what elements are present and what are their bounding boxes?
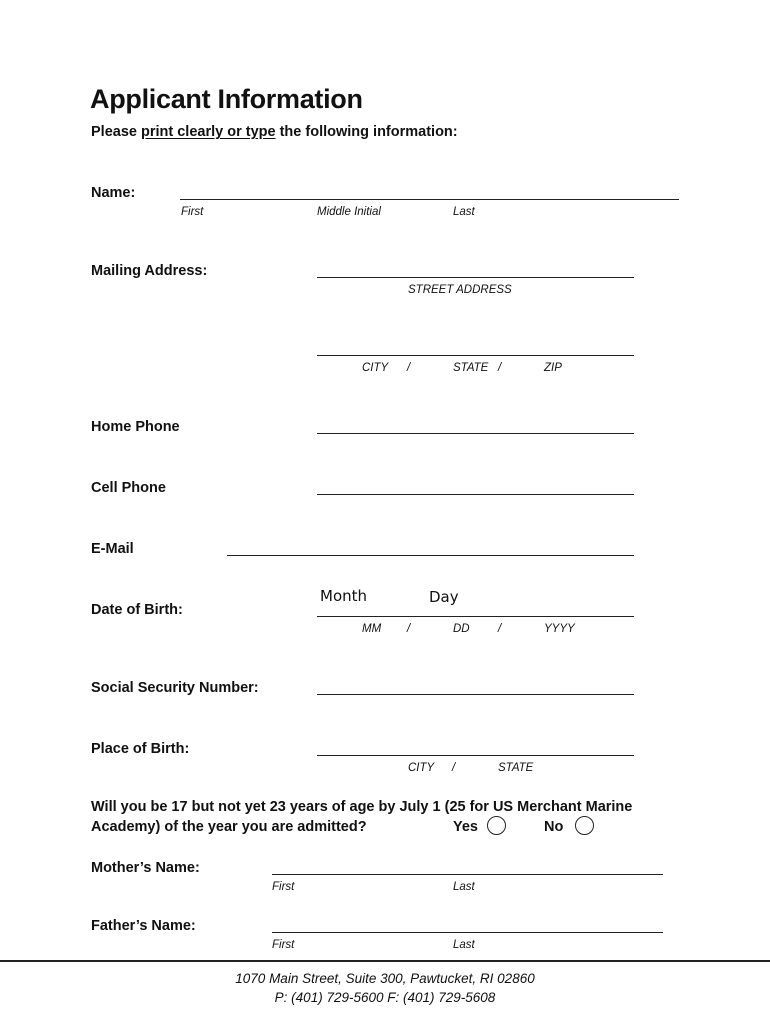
name-middle-hint: Middle Initial — [317, 206, 381, 218]
home-phone-label: Home Phone — [91, 419, 180, 435]
fathers-name-label: Father’s Name: — [91, 918, 196, 934]
footer-divider — [0, 960, 770, 962]
place-of-birth-label: Place of Birth: — [91, 741, 190, 757]
address-zip-hint: ZIP — [544, 362, 562, 374]
instructions — [91, 124, 458, 140]
mothers-last-hint: Last — [453, 881, 475, 893]
dob-label: Date of Birth: — [91, 602, 183, 618]
name-last-hint: Last — [453, 206, 475, 218]
footer-address: 1070 Main Street, Suite 300, Pawtucket, RI 02860 — [235, 971, 535, 986]
no-radio[interactable] — [575, 816, 594, 835]
dob-dd-hint: DD — [453, 623, 470, 635]
pob-slash: / — [452, 762, 456, 774]
dob-yyyy-hint: YYYY — [544, 623, 575, 635]
email-label: E-Mail — [91, 541, 134, 557]
fathers-name-line[interactable] — [272, 932, 663, 933]
dob-written-month: Month — [320, 587, 368, 605]
dob-slash-2: / — [498, 623, 502, 635]
street-address-line[interactable] — [317, 277, 634, 278]
place-of-birth-line[interactable] — [317, 755, 634, 756]
address-slash-2: / — [498, 362, 502, 374]
age-question-line-1: Will you be 17 but not yet 23 years of age by July 1 (25 for US Merchant Marine — [91, 799, 633, 815]
home-phone-line[interactable] — [317, 433, 634, 434]
age-question-line-2: Academy) of the year you are admitted? — [91, 819, 367, 835]
yes-label: Yes — [453, 819, 478, 835]
footer-phones: P: (401) 729-5600 F: (401) 729-5608 — [274, 990, 496, 1005]
instructions-after: the following information: — [275, 124, 458, 140]
mothers-name-line[interactable] — [272, 874, 663, 875]
dob-mm-hint: MM — [362, 623, 382, 635]
ssn-label: Social Security Number: — [91, 680, 259, 696]
pob-state-hint: STATE — [498, 762, 534, 774]
cell-phone-line[interactable] — [317, 494, 634, 495]
address-slash-1: / — [407, 362, 411, 374]
name-input-line[interactable] — [180, 199, 679, 200]
yes-radio[interactable] — [487, 816, 506, 835]
city-state-zip-line[interactable] — [317, 355, 634, 356]
fathers-first-hint: First — [272, 939, 295, 951]
cell-phone-label: Cell Phone — [91, 480, 166, 496]
dob-line[interactable] — [317, 616, 634, 617]
mailing-address-label: Mailing Address: — [91, 263, 208, 279]
instructions-underlined: print clearly or type — [141, 124, 276, 140]
instructions-before: Please — [91, 124, 141, 140]
dob-written-day: Day — [429, 588, 459, 606]
mothers-first-hint: First — [272, 881, 295, 893]
street-address-hint: STREET ADDRESS — [408, 284, 512, 296]
name-label: Name: — [91, 185, 136, 201]
address-state-hint: STATE — [453, 362, 489, 374]
ssn-line[interactable] — [317, 694, 634, 695]
email-line[interactable] — [227, 555, 634, 556]
dob-slash-1: / — [407, 623, 411, 635]
name-first-hint: First — [181, 206, 204, 218]
page-title: Applicant Information — [90, 84, 363, 114]
pob-city-hint: CITY — [408, 762, 435, 774]
address-city-hint: CITY — [362, 362, 389, 374]
fathers-last-hint: Last — [453, 939, 475, 951]
no-label: No — [544, 819, 564, 835]
mothers-name-label: Mother’s Name: — [91, 860, 200, 876]
